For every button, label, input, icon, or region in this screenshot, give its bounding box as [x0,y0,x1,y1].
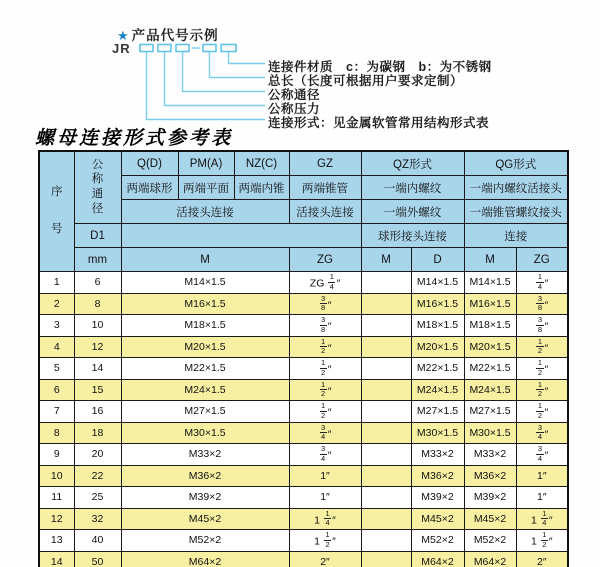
cell-qz-d: M36×2 [411,465,464,487]
code-box [203,45,216,52]
table-row [39,551,568,567]
cell-seq: 3 [39,315,74,337]
cell-gz: $\frac{1}{2}$ ″ [289,379,361,401]
diagram-label-connection: 连接形式：见金属软管常用结构形式表 [268,116,490,130]
star-icon: ★ [117,28,130,43]
cell-gz: ZG $\frac{1}{4}$ ″ [289,272,361,294]
cell-qz-m [361,444,411,466]
cell-qg-m: M36×2 [464,465,516,487]
cell-qg-m: M39×2 [464,487,516,509]
cell-dn: 8 [74,293,121,315]
table-row [39,444,568,466]
cell-qg-m: M14×1.5 [464,272,516,294]
diagram-label-material: 连接件材质 c：为碳钢 b：为不锈钢 [268,60,492,74]
cell-qz-d: M27×1.5 [411,401,464,423]
code-box [221,45,236,52]
header-unit-zg2: ZG [516,248,568,272]
cell-dn: 6 [74,272,121,294]
table-row [39,401,568,423]
cell-qz-m [361,487,411,509]
header-end-type-qd: 两端球形 [121,176,178,200]
cell-qz-d: M64×2 [411,551,464,567]
cell-qg-zg: $\frac{1}{4}$ ″ [516,272,568,294]
code-box [158,45,171,52]
cell-qg-zg: $\frac{1}{2}$ ″ [516,336,568,358]
cell-seq: 2 [39,293,74,315]
cell-gz: $\frac{1}{2}$ ″ [289,358,361,380]
cell-m: M52×2 [121,530,289,552]
cell-qz-m [361,551,411,567]
cell-gz: $\frac{3}{8}$ ″ [289,315,361,337]
cell-qz-m [361,336,411,358]
cell-qg-m: M16×1.5 [464,293,516,315]
cell-dn: 20 [74,444,121,466]
header-end-type-nzc: 两端内锥 [234,176,289,200]
cell-qz-m [361,358,411,380]
cell-m: M33×2 [121,444,289,466]
cell-qz-d: M24×1.5 [411,379,464,401]
cell-seq: 12 [39,508,74,530]
cell-dn: 50 [74,551,121,567]
cell-dn: 15 [74,379,121,401]
cell-m: M16×1.5 [121,293,289,315]
cell-gz: 1 $\frac{1}{2}$ ″ [289,530,361,552]
cell-dn: 12 [74,336,121,358]
cell-qz-m [361,315,411,337]
cell-qz-m [361,401,411,423]
cell-seq: 8 [39,422,74,444]
cell-qz-d: M18×1.5 [411,315,464,337]
code-prefix: JR [112,41,131,56]
cell-qg-m: M30×1.5 [464,422,516,444]
header-ball-joint: 球形接头连接 [361,224,464,248]
cell-dn: 25 [74,487,121,509]
cell-gz: $\frac{3}{4}$ ″ [289,422,361,444]
cell-qg-m: M27×1.5 [464,401,516,423]
cell-qz-m [361,293,411,315]
cell-qz-d: M52×2 [411,530,464,552]
diagram-label-pressure: 公称压力 [268,102,321,116]
table-row [39,336,568,358]
cell-qz-d: M39×2 [411,487,464,509]
cell-qg-m: M18×1.5 [464,315,516,337]
cell-seq: 1 [39,272,74,294]
cell-qz-m [361,379,411,401]
cell-m: M27×1.5 [121,401,289,423]
code-box [176,45,189,52]
header-unit-zg1: ZG [289,248,361,272]
cell-dn: 16 [74,401,121,423]
cell-qg-m: M45×2 [464,508,516,530]
cell-qg-m: M24×1.5 [464,379,516,401]
cell-qg-zg: $\frac{3}{4}$ ″ [516,422,568,444]
table-row [39,315,568,337]
header-unit-m1: M [121,248,289,272]
cell-dn: 22 [74,465,121,487]
connector-line [165,52,266,106]
cell-m: M20×1.5 [121,336,289,358]
cell-qz-m [361,272,411,294]
cell-qz-m [361,530,411,552]
cell-qz-d: M33×2 [411,444,464,466]
table-row [39,293,568,315]
diagram-label-diameter: 公称通径 [268,88,321,102]
cell-m: M14×1.5 [121,272,289,294]
table-title: 螺母连接形式参考表 [35,127,234,149]
header-unit-m2: M [361,248,411,272]
cell-gz: $\frac{1}{2}$ ″ [289,336,361,358]
cell-m: M24×1.5 [121,379,289,401]
cell-qz-d: M14×1.5 [411,272,464,294]
header-unit-d: D [411,248,464,272]
cell-qz-m [361,465,411,487]
table-row [39,272,568,294]
cell-gz: 1″ [289,465,361,487]
cell-gz: 2″ [289,551,361,567]
cell-qg-zg: $\frac{3}{4}$ ″ [516,444,568,466]
cell-seq: 14 [39,551,74,567]
cell-m: M64×2 [121,551,289,567]
table-row [39,530,568,552]
diagram-title [117,24,219,44]
cell-qg-m: M20×1.5 [464,336,516,358]
cell-qg-zg: $\frac{1}{2}$ ″ [516,401,568,423]
cell-qg-zg: $\frac{1}{2}$ ″ [516,358,568,380]
connector-line [229,52,266,64]
cell-seq: 10 [39,465,74,487]
cell-dn: 18 [74,422,121,444]
cell-qz-m [361,508,411,530]
table-row [39,358,568,380]
header-group-gz: GZ [289,151,361,176]
cell-gz: 1″ [289,487,361,509]
header-conn-ext-thread: 一端外螺纹 [361,200,464,224]
cell-qg-zg: 1 $\frac{1}{4}$ ″ [516,508,568,530]
cell-qg-zg: $\frac{1}{2}$ ″ [516,379,568,401]
cell-gz: $\frac{1}{2}$ ″ [289,401,361,423]
cell-dn: 40 [74,530,121,552]
header-connect: 连接 [464,224,568,248]
cell-gz: $\frac{3}{4}$ ″ [289,444,361,466]
table-row [39,508,568,530]
header-end-type-qz: 一端内螺纹 [361,176,464,200]
cell-qz-d: M22×1.5 [411,358,464,380]
cell-qg-zg: $\frac{3}{8}$ ″ [516,293,568,315]
header-end-type-qg: 一端内螺纹活接头 [464,176,568,200]
header-group-qz: QZ形式 [361,151,464,176]
diagram-label-length: 总长（长度可根据用户要求定制） [268,74,464,88]
cell-gz: $\frac{3}{8}$ ″ [289,293,361,315]
header-conn-union2: 活接头连接 [289,200,361,224]
cell-seq: 6 [39,379,74,401]
table-row [39,465,568,487]
header-seq: 序 号 [39,151,74,272]
cell-seq: 4 [39,336,74,358]
cell-seq: 9 [39,444,74,466]
cell-qg-zg: 1 $\frac{1}{2}$ ″ [516,530,568,552]
header-group-nzc: NZ(C) [234,151,289,176]
cell-seq: 13 [39,530,74,552]
diagram-title-text: 产品代号示例 [131,28,219,43]
header-group-qg: QG形式 [464,151,568,176]
table-row [39,487,568,509]
table-body [39,272,568,567]
cell-qg-m: M22×1.5 [464,358,516,380]
cell-qg-zg: 2″ [516,551,568,567]
cell-qz-d: M16×1.5 [411,293,464,315]
table-row [39,379,568,401]
cell-dn: 10 [74,315,121,337]
cell-qg-m: M64×2 [464,551,516,567]
nut-connection-table [38,150,569,567]
cell-m: M36×2 [121,465,289,487]
header-end-type-pma: 两端平面 [178,176,234,200]
cell-m: M39×2 [121,487,289,509]
cell-qg-zg: $\frac{3}{8}$ ″ [516,315,568,337]
cell-qz-d: M45×2 [411,508,464,530]
cell-dn: 14 [74,358,121,380]
header-conn-taper: 一端锥管螺纹接头 [464,200,568,224]
cell-qz-d: M20×1.5 [411,336,464,358]
header-end-type-gz: 两端锥管 [289,176,361,200]
cell-m: M45×2 [121,508,289,530]
header-unit-m3: M [464,248,516,272]
cell-qg-zg: 1″ [516,487,568,509]
cell-seq: 7 [39,401,74,423]
table-header [39,151,568,272]
cell-seq: 11 [39,487,74,509]
cell-qg-zg: 1″ [516,465,568,487]
cell-gz: 1 $\frac{1}{4}$ ″ [289,508,361,530]
header-group-qd: Q(D) [121,151,178,176]
cell-qg-m: M33×2 [464,444,516,466]
cell-qg-m: M52×2 [464,530,516,552]
header-d1: D1 [74,224,121,248]
connector-line [183,52,266,92]
cell-m: M18×1.5 [121,315,289,337]
header-conn-union1: 活接头连接 [121,200,289,224]
cell-qz-m [361,422,411,444]
header-group-pma: PM(A) [178,151,234,176]
header-dn: 公 称 通 径 [74,151,121,224]
header-mm: mm [74,248,121,272]
header-blank-cell [121,224,361,248]
cell-m: M22×1.5 [121,358,289,380]
code-box [140,45,153,52]
cell-m: M30×1.5 [121,422,289,444]
cell-dn: 32 [74,508,121,530]
cell-seq: 5 [39,358,74,380]
connector-line [210,52,266,78]
table-row [39,422,568,444]
cell-qz-d: M30×1.5 [411,422,464,444]
